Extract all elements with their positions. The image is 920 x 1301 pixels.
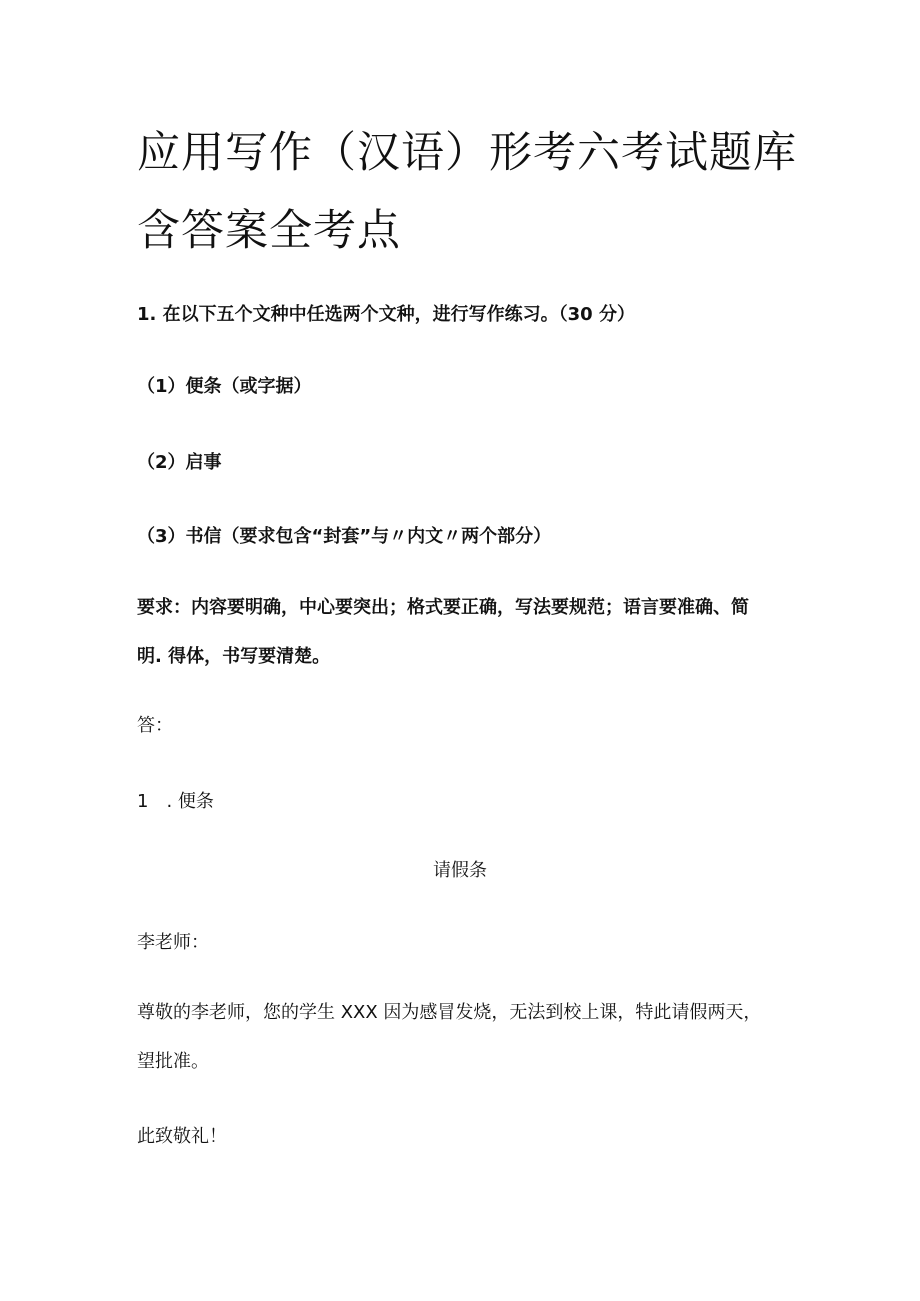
answer-label: 答： xyxy=(137,715,173,736)
note-body-line-2: 望批准。 xyxy=(137,1051,209,1072)
document-title-line-2: 含答案全考点 xyxy=(137,206,401,256)
note-greeting: 李老师： xyxy=(137,932,209,953)
answer-section-heading: 1 . 便条 xyxy=(137,791,214,812)
requirement-line-1: 要求：内容要明确，中心要突出；格式要正确，写法要规范；语言要准确、简 xyxy=(137,597,749,618)
question-option-1: （1）便条（或字据） xyxy=(137,376,312,397)
question-option-3: （3）书信（要求包含“封套”与〃内文〃两个部分） xyxy=(137,526,552,547)
question-text: 1. 在以下五个文种中任选两个文种，进行写作练习。（30 分） xyxy=(137,304,635,325)
note-title: 请假条 xyxy=(433,860,487,881)
note-body-line-1: 尊敬的李老师，您的学生 XXX 因为感冒发烧，无法到校上课，特此请假两天， xyxy=(137,1002,762,1023)
question-option-2: （2）启事 xyxy=(137,452,222,473)
document-title-line-1: 应用写作（汉语）形考六考试题库 xyxy=(137,128,797,178)
requirement-line-2: 明. 得体，书写要清楚。 xyxy=(137,646,331,667)
note-closing: 此致敬礼！ xyxy=(137,1126,227,1147)
